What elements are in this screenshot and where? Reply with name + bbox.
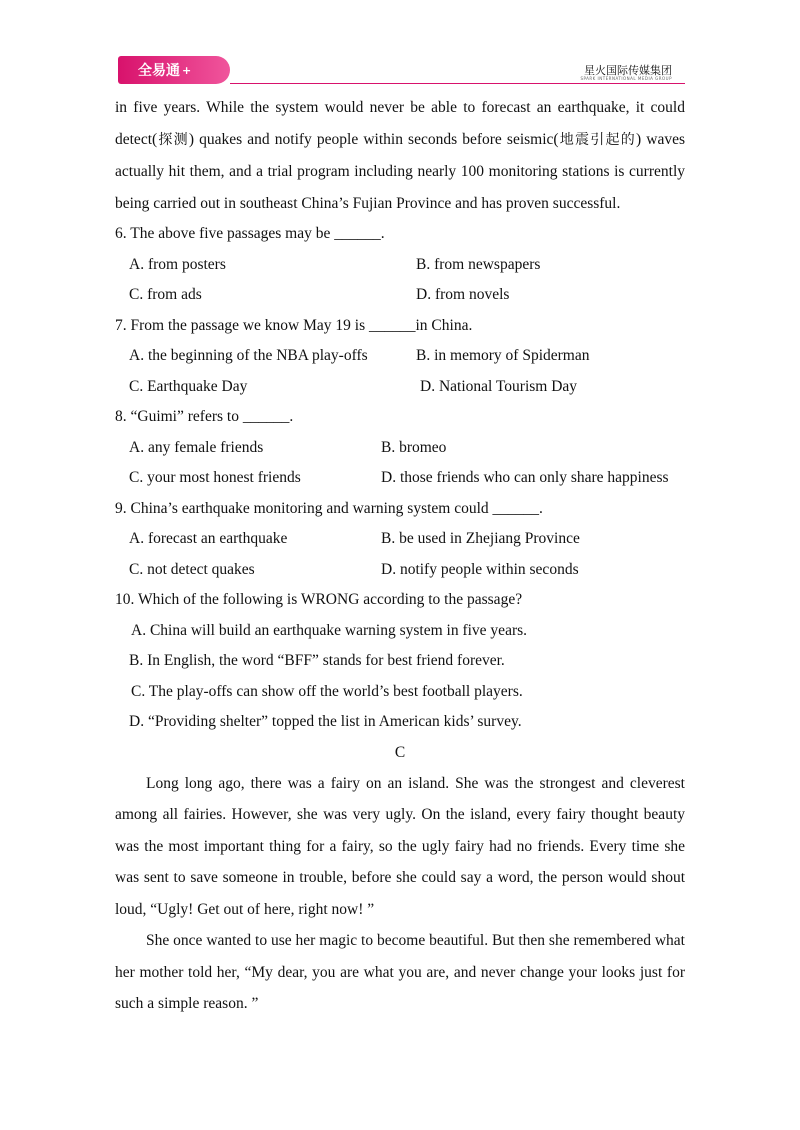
logo-plus: + <box>182 63 192 77</box>
intro-line-2c: ) <box>635 130 642 148</box>
intro-line-1: in five years. While the system would never be able to forecast an earthquake, it could <box>115 99 685 116</box>
section-c-heading: C <box>394 743 406 761</box>
intro-zh-gloss-2: 地震引起的 <box>558 131 636 148</box>
question-7-stem: 7. From the passage we know May 19 is ______in China. <box>115 316 473 334</box>
question-8-stem: 8. “Guimi” refers to ______. <box>115 408 294 425</box>
intro-paragraph <box>115 92 685 219</box>
question-8-option-d: D. those friends who can only share happiness <box>381 469 669 486</box>
question-6-option-b: B. from newspapers <box>416 255 541 273</box>
question-7-options-row-1 <box>115 341 685 372</box>
question-9-stem: 9. China’s earthquake monitoring and warning system could ______. <box>115 499 543 517</box>
intro-zh-gloss-1: 探测 <box>157 131 189 148</box>
question-9-option-d: D. notify people within seconds <box>381 560 579 578</box>
header-rule <box>230 83 685 84</box>
brand-logo <box>118 56 230 84</box>
intro-line-2b: ) quakes and notify people within seconds before seismic( <box>188 130 559 148</box>
question-10-option-a: A. China will build an earthquake warning system in five years. <box>131 621 528 639</box>
question-9-options-row-1 <box>115 524 685 555</box>
question-6-options-row-1 <box>115 250 685 281</box>
question-10-option-c: C. The play-offs can show off the world’s best football players. <box>131 682 523 700</box>
question-10-option-b: B. In English, the word “BFF” stands for best friend forever. <box>129 652 505 669</box>
question-7-option-b: B. in memory of Spiderman <box>416 347 590 364</box>
question-9-option-c: C. not detect quakes <box>129 560 255 578</box>
question-8-option-b: B. bromeo <box>381 438 447 456</box>
question-9-option-a: A. forecast an earthquake <box>129 530 288 547</box>
company-name: 星火国际传媒集团 <box>584 64 672 77</box>
question-9-option-b: B. be used in Zhejiang Province <box>381 530 580 547</box>
question-8-options-row-1 <box>115 433 685 464</box>
question-8-option-c: C. your most honest friends <box>129 469 301 486</box>
question-8-option-a: A. any female friends <box>129 438 264 456</box>
question-7-option-a: A. the beginning of the NBA play-offs <box>129 347 368 364</box>
intro-line-2a: detect( <box>115 130 158 148</box>
document-body <box>115 92 685 1020</box>
intro-line-3: waves actually hit them, and a trial program including nearly 100 monitoring stations is currently being carried out in southeast China’s Fujian Province and has proven successful. <box>115 130 685 212</box>
logo-text: 全易通 <box>138 63 180 79</box>
question-10-stem: 10. Which of the following is WRONG according to the passage? <box>115 591 523 608</box>
question-8-options-row-2 <box>115 463 685 494</box>
question-7-options-row-2 <box>115 372 685 403</box>
question-6-option-a: A. from posters <box>129 255 226 273</box>
question-6-option-c: C. from ads <box>129 286 202 303</box>
section-c-paragraph-2: She once wanted to use her magic to become beautiful. But then she remembered what her mother told her, “My dear, you are what you are, and never change your looks just for such a simple reason. ” <box>115 932 685 1012</box>
section-c-paragraph-1: Long long ago, there was a fairy on an island. She was the strongest and cleverest among all fairies. However, she was very ugly. On the island, every fairy thought beauty was the most important thing for a fairy, so the ugly fairy had no friends. Every time she was sent to save someone in trouble, before she could say a word, the person would shout loud, “Ugly! Get out of here, right now! ” <box>115 774 685 918</box>
question-7-option-c: C. Earthquake Day <box>129 377 248 395</box>
question-6-option-d: D. from novels <box>416 286 510 303</box>
question-6-options-row-2 <box>115 280 685 311</box>
company-subtitle: SPARK INTERNATIONAL MEDIA GROUP <box>580 76 672 81</box>
page-header <box>0 0 800 90</box>
question-10-option-d: D. “Providing shelter” topped the list in American kids’ survey. <box>129 713 522 730</box>
question-9-options-row-2 <box>115 555 685 586</box>
question-6-stem: 6. The above five passages may be ______. <box>115 225 385 242</box>
question-7-option-d: D. National Tourism Day <box>420 377 578 395</box>
